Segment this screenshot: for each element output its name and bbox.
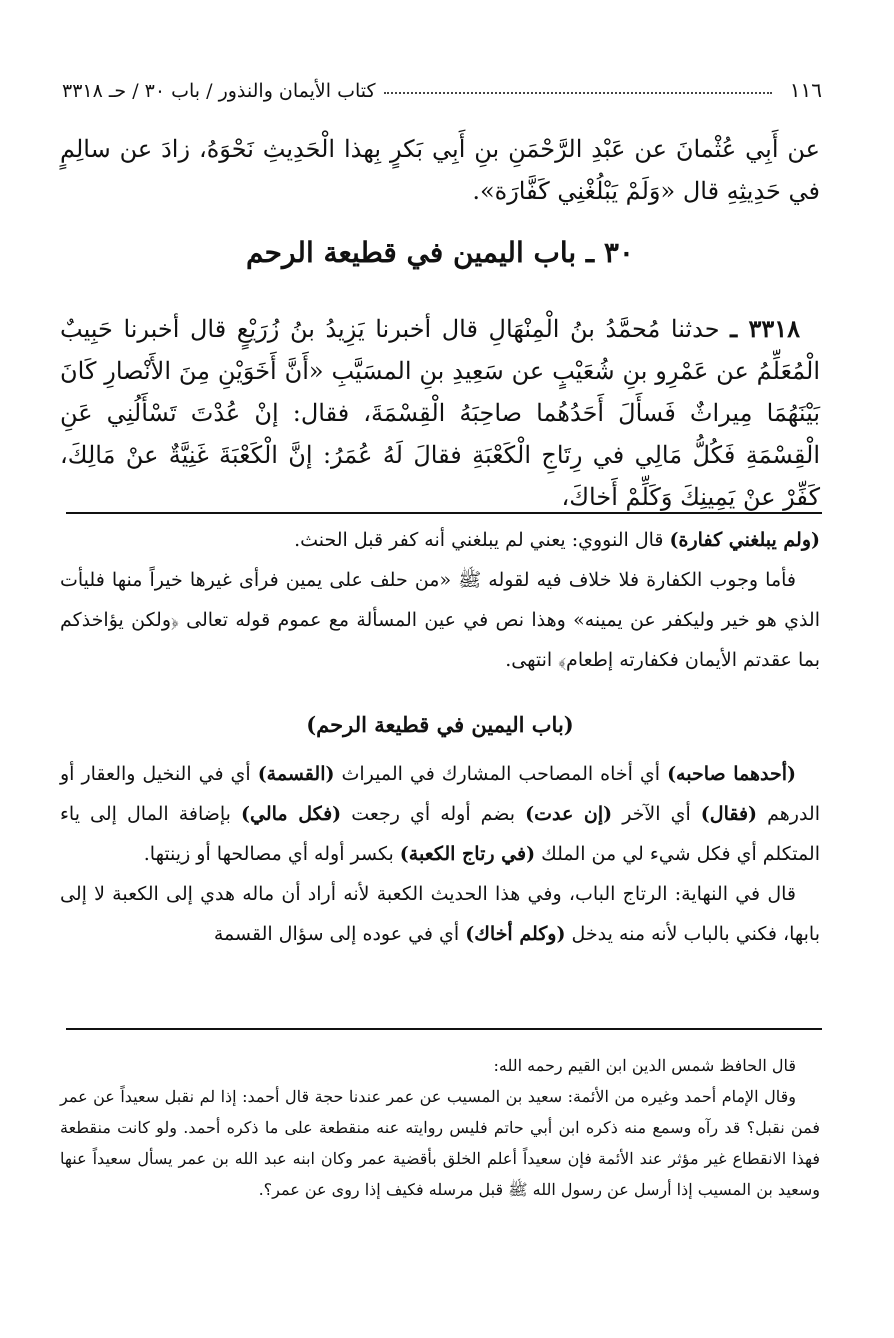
- running-title: كتاب الأيمان والنذور / باب ٣٠ / حـ ٣٣١٨: [62, 80, 376, 102]
- hadith-paragraph: [60, 308, 820, 518]
- gloss-7: قال في النهاية: الرتاج الباب، وفي هذا الحديث الكعبة لأنه أراد أن ماله هدي إلى الكعبة لا إلى بابها، فكني بالباب لأنه منه يدخل: [60, 883, 820, 945]
- footnote-divider: [66, 1028, 822, 1030]
- lemma-7: (وكلم أخاك): [465, 923, 566, 945]
- commentary-text: قال النووي: يعني لم يبلغني أنه كفر قبل الحنث.: [294, 529, 670, 551]
- hadith-intro: عن أَبِي عُثْمانَ عن عَبْدِ الرَّحْمَنِ بنِ أَبِي بَكرٍ بِهذا الْحَدِيثِ نَحْوَهُ، زادَ عن سالِمٍ في حَدِيثِهِ قال «وَلَمْ يَبْلُغْنِي كَفَّارَة».: [60, 135, 820, 205]
- hadith-block: [60, 308, 820, 518]
- commentary-subheading: (باب اليمين في قطيعة الرحم): [306, 712, 574, 737]
- lemma-4: (إن عدت): [525, 803, 613, 825]
- gloss-3: أي الآخر: [612, 803, 701, 825]
- chapter-heading: ٣٠ ـ باب اليمين في قطيعة الرحم: [246, 236, 634, 269]
- header-dot-leader: [384, 92, 772, 94]
- commentary-paragraph-1: [60, 520, 820, 560]
- gloss-4: بضم أوله أي رجعت: [341, 803, 526, 825]
- page-header: [62, 68, 822, 102]
- gloss-2: أي في النخيل والعقار أو الدرهم: [60, 763, 820, 825]
- hadith-number: ٣٣١٨ ـ: [730, 314, 800, 343]
- gloss-6: بكسر أوله أي مصالحها أو زينتها.: [143, 843, 400, 865]
- lemma-6: (في رتاج الكعبة): [399, 843, 536, 865]
- gloss-1: أي أخاه المصاحب المشارك في الميراث: [334, 763, 668, 785]
- section-divider: [66, 512, 822, 514]
- lemma-3: (فقال): [700, 803, 758, 825]
- lemma-1: (أحدهما صاحبه): [667, 763, 796, 785]
- commentary-block-1: [60, 520, 820, 680]
- gloss-5: بإضافة المال إلى ياء المتكلم أي فكل شيء لي من الملك: [60, 803, 820, 865]
- footnote-text: وقال الإمام أحمد وغيره من الأئمة: سعيد بن المسيب عن عمر عندنا حجة قال أحمد: إذا لم نقبل سعيداً عن عمر فمن نقبل؟ قد رآه وسمع منه ذكره ابن أبي حاتم فليس روايته عنه منقطعة على ما ذكره أحمد. ولو كانت منقطعة فهذا الانقطاع غير مؤثر عند الأئمة فإن سعيداً أعلم الخلق بأقضية عمر وكان ابنه عبد الله بن عمر يسأل سعيداً عنها وسعيد بن المسيب إذا أرسل عن رسول الله ﷺ قبل مرسله فكيف إذا روى عن عمر؟.: [60, 1087, 820, 1199]
- commentary-paragraph-3: [60, 754, 820, 874]
- commentary-paragraph-4: [60, 874, 820, 954]
- hadith-text: حدثنا مُحمَّدُ بنُ الْمِنْهَالِ قال أخبرنا يَزِيدُ بنُ زُرَيْعٍ قال أخبرنا حَبِيبٌ الْمُعَلِّمُ عن عَمْرِو بنِ شُعَيْبٍ عن سَعِيدِ بنِ المسَيَّبِ «أَنَّ أَخَوَيْنِ مِنَ الأَنْصارِ كَانَ بَيْنَهُمَا مِيراثٌ فَسأَلَ أَحَدُهُما صاحِبَهُ الْقِسْمَةَ، فقال: إنْ عُدْتَ تَسْأَلُنِي عَنِ الْقِسْمَةِ فَكُلُّ مَالِي في رِتَاجِ الْكَعْبَةِ فقالَ لَهُ عُمَرُ: إنَّ الْكَعْبَةَ غَنِيَّةٌ عنْ مَالِكَ، كَفِّرْ عنْ يَمِينِكَ وَكَلِّمْ أَخاكَ،: [60, 315, 821, 511]
- footnote-block: [60, 1050, 820, 1205]
- lemma-5: (فكل مالي): [241, 803, 342, 825]
- page-number: ١١٦: [789, 78, 822, 102]
- footnote-intro: قال الحافظ شمس الدين ابن القيم رحمه الله:: [493, 1056, 796, 1075]
- commentary-paragraph-2: فأما وجوب الكفارة فلا خلاف فيه لقوله ﷺ «من حلف على يمين فرأى غيرها خيراً منها فليأت الذي هو خير وليكفر عن يمينه» وهذا نص في عين المسألة مع عموم قوله تعالى ﴿ولكن يؤاخذكم بما عقدتم الأيمان فكفارته إطعام﴾ انتهى.: [60, 569, 820, 671]
- commentary-lemma: (ولم يبلغني كفارة): [669, 529, 820, 551]
- gloss-8: أي في عوده إلى سؤال القسمة: [213, 923, 466, 945]
- lemma-2: (القسمة): [257, 763, 335, 785]
- commentary-block-2: [60, 754, 820, 954]
- hadith-intro-block: [60, 128, 820, 212]
